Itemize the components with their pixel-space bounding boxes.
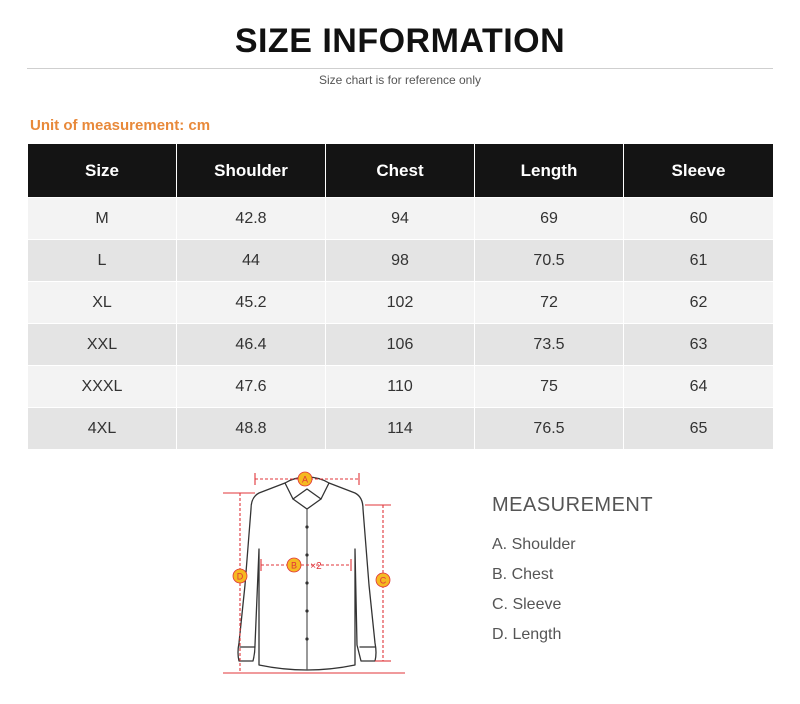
chest-cell: 94 bbox=[326, 197, 475, 239]
shirt-outline bbox=[238, 474, 376, 670]
size-cell: XXL bbox=[28, 323, 177, 365]
chest-cell: 106 bbox=[326, 323, 475, 365]
table-row bbox=[28, 281, 773, 323]
chest-cell: 102 bbox=[326, 281, 475, 323]
measurement-title: MEASUREMENT bbox=[492, 494, 654, 516]
svg-text:A: A bbox=[301, 474, 309, 485]
length-cell: 76.5 bbox=[475, 407, 624, 449]
page-subtitle: Size chart is for reference only bbox=[318, 73, 482, 87]
svg-text:B: B bbox=[290, 560, 298, 571]
length-cell: 75 bbox=[475, 365, 624, 407]
column-header-shoulder: Shoulder bbox=[177, 144, 326, 197]
svg-text:C: C bbox=[379, 575, 387, 586]
marker-b bbox=[287, 558, 322, 572]
shoulder-cell: 48.8 bbox=[177, 407, 326, 449]
sleeve-cell: 60 bbox=[624, 197, 773, 239]
measurement-legend bbox=[492, 535, 576, 655]
table-header-row bbox=[28, 144, 773, 197]
shoulder-cell: 42.8 bbox=[177, 197, 326, 239]
legend-item-chest: B. Chest bbox=[492, 566, 554, 583]
table-row bbox=[28, 407, 773, 449]
size-table bbox=[28, 144, 773, 449]
length-cell: 72 bbox=[475, 281, 624, 323]
marker-c bbox=[376, 573, 390, 587]
marker-d bbox=[233, 569, 247, 583]
column-header-length: Length bbox=[475, 144, 624, 197]
shirt-diagram bbox=[215, 465, 415, 680]
length-cell: 69 bbox=[475, 197, 624, 239]
legend-item-length: D. Length bbox=[492, 626, 562, 643]
shoulder-cell: 46.4 bbox=[177, 323, 326, 365]
unit-label: Unit of measurement: cm bbox=[30, 117, 211, 134]
chest-cell: 98 bbox=[326, 239, 475, 281]
title-divider bbox=[27, 68, 773, 69]
length-cell: 70.5 bbox=[475, 239, 624, 281]
marker-a bbox=[298, 472, 312, 486]
chest-multiplier: ×2 bbox=[310, 561, 322, 572]
table-row bbox=[28, 365, 773, 407]
column-header-sleeve: Sleeve bbox=[624, 144, 773, 197]
table-row bbox=[28, 239, 773, 281]
chest-cell: 110 bbox=[326, 365, 475, 407]
sleeve-cell: 63 bbox=[624, 323, 773, 365]
sleeve-cell: 64 bbox=[624, 365, 773, 407]
size-cell: 4XL bbox=[28, 407, 177, 449]
page-title: SIZE INFORMATION bbox=[234, 22, 566, 60]
measurement-lines bbox=[223, 473, 405, 673]
sleeve-cell: 62 bbox=[624, 281, 773, 323]
shoulder-cell: 44 bbox=[177, 239, 326, 281]
length-cell: 73.5 bbox=[475, 323, 624, 365]
table-row bbox=[28, 323, 773, 365]
svg-text:D: D bbox=[236, 571, 244, 582]
shoulder-cell: 45.2 bbox=[177, 281, 326, 323]
table-row bbox=[28, 197, 773, 239]
size-cell: XXXL bbox=[28, 365, 177, 407]
column-header-size: Size bbox=[28, 144, 177, 197]
legend-item-sleeve: C. Sleeve bbox=[492, 596, 562, 613]
chest-cell: 114 bbox=[326, 407, 475, 449]
size-cell: XL bbox=[28, 281, 177, 323]
size-cell: M bbox=[28, 197, 177, 239]
column-header-chest: Chest bbox=[326, 144, 475, 197]
legend-item-shoulder: A. Shoulder bbox=[492, 536, 576, 553]
size-cell: L bbox=[28, 239, 177, 281]
sleeve-cell: 65 bbox=[624, 407, 773, 449]
shoulder-cell: 47.6 bbox=[177, 365, 326, 407]
sleeve-cell: 61 bbox=[624, 239, 773, 281]
